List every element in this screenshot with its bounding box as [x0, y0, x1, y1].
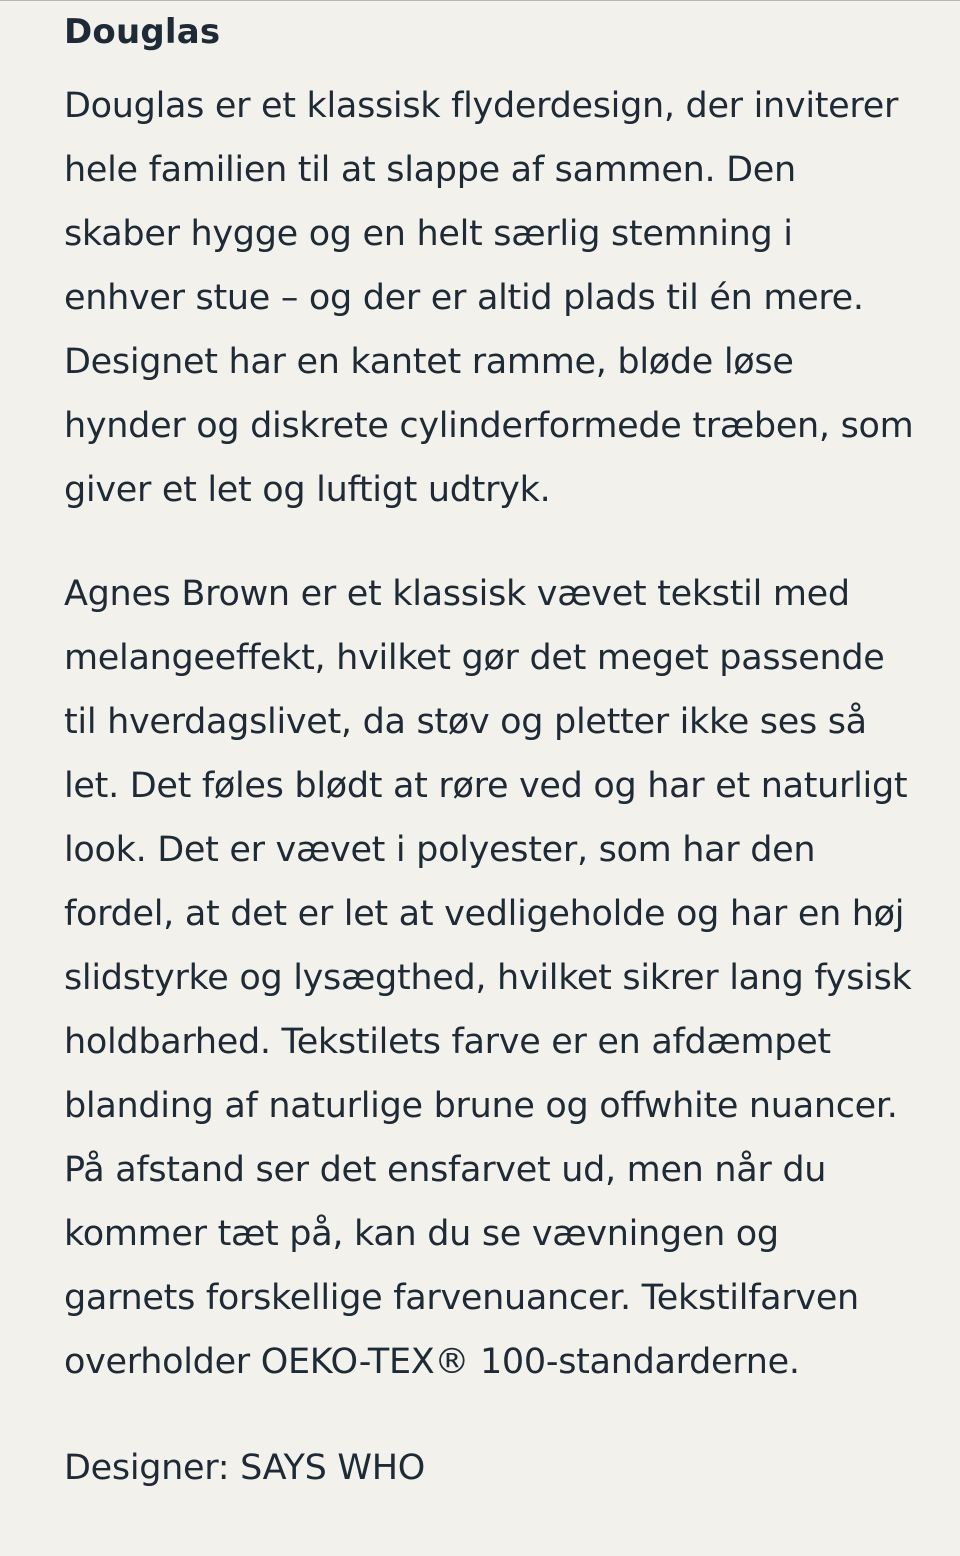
- product-description-section: [64, 0, 914, 1500]
- designer-credit: Designer: SAYS WHO: [64, 1448, 425, 1488]
- product-title: Douglas: [64, 12, 221, 52]
- product-description: Douglas er et klassisk flyderdesign, der inviterer hele familien til at slappe af sammen. Den skaber hygge og en helt særlig stemning i enhver stue – og der er altid plads til én mere. Designet har en kantet ramme, bløde løse hynder og diskrete cylinderformede træben, som giver et let og luftigt udtryk.: [64, 86, 914, 510]
- textile-description: Agnes Brown er et klassisk vævet tekstil med melangeeffekt, hvilket gør det meget passende til hverdagslivet, da støv og pletter ikke ses så let. Det føles blødt at røre ved og har et naturligt look. Det er vævet i polyester, som har den fordel, at det er let at vedligeholde og har en høj slidstyrke og lysægthed, hvilket sikrer lang fysisk holdbarhed. Tekstilets farve er en afdæmpet blanding af naturlige brune og offwhite nuancer. På afstand ser det ensfarvet ud, men når du kommer tæt på, kan du se vævningen og garnets forskellige farvenuancer. Tekstilfarven overholder OEKO-TEX® 100-standarderne.: [64, 574, 912, 1382]
